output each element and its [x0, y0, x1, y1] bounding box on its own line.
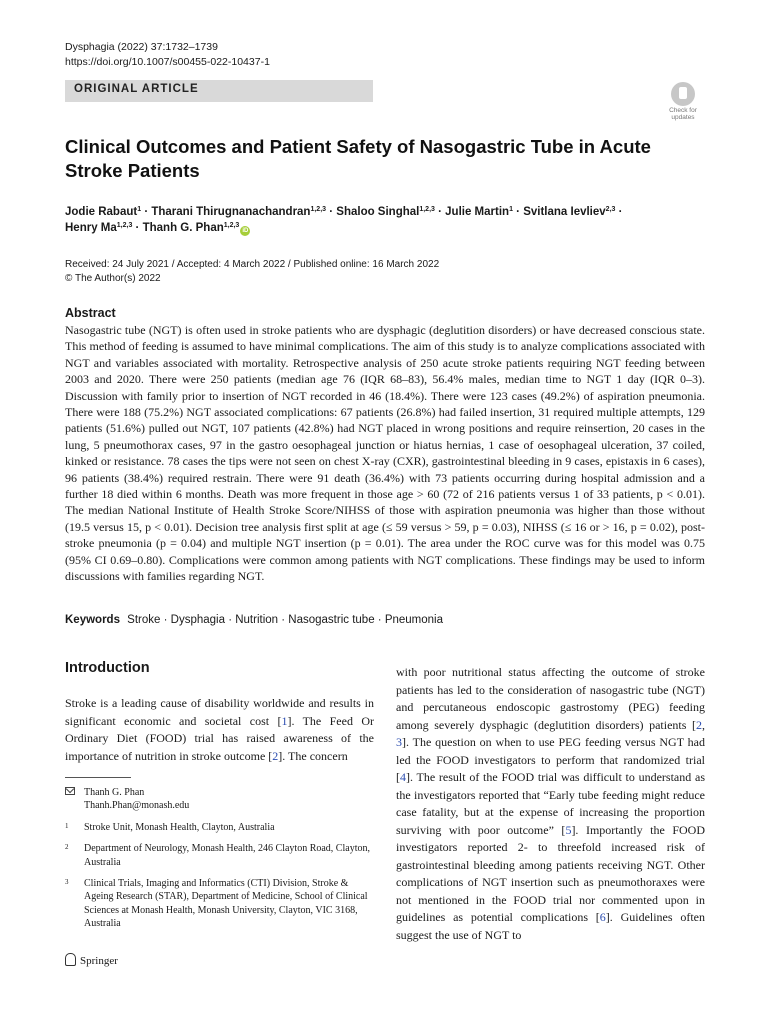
citation-link[interactable]: 2	[272, 748, 279, 763]
publisher-name: Springer	[80, 955, 118, 967]
author-affiliation-marker: 1	[137, 206, 142, 213]
citation-link[interactable]: 2	[696, 717, 702, 732]
affiliation-list	[65, 821, 374, 931]
publication-history: Received: 24 July 2021 / Accepted: 4 March 2022 / Published online: 16 March 2022	[65, 259, 440, 270]
author-affiliation-marker: 2,3	[605, 206, 616, 213]
journal-citation: Dysphagia (2022) 37:1732–1739	[65, 41, 218, 53]
keywords	[65, 614, 443, 626]
author-name: Julie Martin	[445, 206, 510, 218]
keyword-item: Nasogastric tube	[288, 614, 375, 626]
doi-link[interactable]: https://doi.org/10.1007/s00455-022-10437-1	[65, 56, 270, 68]
affiliation-item	[65, 821, 374, 834]
introduction-right-column: with poor nutritional status affecting the outcome of stroke patients has led to the consideration of nasogastric tube (NGT) and percutaneous endoscopic gastrostomy (PEG) feeding among severely dysphagic (deglutition disorders) patients [2, 3]. The question on when to use PEG feeding versus NGT had led the FOOD investigators to perform that randomized trial [4]. The result of the FOOD trial was difficult to understand as the investigators reported that “Early tube feeding might reduce case fatality, but at the expense of increasing the proportion surviving with poor outcome” [5]. Importantly the FOOD investigators reported 2- to threefold increased risk of gastrointestinal bleeding among patients receiving NGT. Other complications of NGT insertion such as pneumothoraxes were not mentioned in the FOOD trial nor commented upon in guidelines as potential complications [6]. Guidelines often suggest the use of NGT to	[396, 665, 706, 942]
author-affiliation-marker: 1,2,3	[419, 206, 435, 213]
author-name: Jodie Rabaut	[65, 206, 138, 218]
affiliation-number: 2	[65, 843, 69, 852]
publisher-footer	[65, 953, 118, 968]
affiliation-text: Stroke Unit, Monash Health, Clayton, Australia	[84, 821, 275, 833]
affiliation-number: 3	[65, 878, 69, 887]
article-title: Clinical Outcomes and Patient Safety of Nasogastric Tube in Acute Stroke Patients	[65, 136, 651, 181]
keywords-list: Stroke · Dysphagia · Nutrition · Nasogastric tube · Pneumonia	[127, 614, 444, 626]
footnote-divider	[65, 777, 131, 778]
citation-link[interactable]: 6	[599, 910, 606, 924]
affiliation-number: 1	[65, 821, 69, 830]
keyword-item: Pneumonia	[384, 614, 444, 626]
keywords-label: Keywords	[65, 614, 120, 626]
author-name: Henry Ma	[65, 222, 117, 234]
author-affiliation-marker: 1	[509, 206, 513, 213]
journal-reference	[65, 40, 270, 70]
envelope-icon	[65, 787, 75, 795]
orcid-icon[interactable]: iD	[242, 228, 249, 234]
author-affiliation-marker: 1,2,3	[223, 222, 240, 229]
author-affiliation-marker: 1,2,3	[116, 222, 133, 229]
abstract-heading: Abstract	[65, 306, 116, 320]
author-list: Jodie Rabaut$^1$ · Tharani Thirugnanachandran$^{1,2,3}$ · Shaloo Singhal$^{1,2,3}$ · Julie Martin$^1$ · Svitlana Ievliev$^{2,3}$ · Henry Ma$^{1,2,3}$ · Thanh G. Phan$^{1,2,3}$iD	[65, 206, 623, 234]
springer-logo-icon	[65, 953, 76, 966]
author-name: Svitlana Ievliev	[523, 206, 606, 218]
author-affiliation-marker: 1,2,3	[310, 206, 327, 213]
citation-link[interactable]: 3	[396, 735, 402, 749]
corresponding-author-email[interactable]: Thanh.Phan@monash.edu	[84, 800, 190, 812]
affiliation-item	[65, 877, 374, 931]
author-name: Shaloo Singhal	[336, 206, 420, 218]
copyright-notice: © The Author(s) 2022	[65, 273, 161, 284]
affiliation-item	[65, 842, 374, 869]
keyword-item: Stroke	[127, 614, 161, 626]
keyword-item: Dysphagia	[170, 614, 225, 626]
article-dates	[65, 258, 439, 286]
crossmark-icon	[671, 82, 695, 106]
article-type-banner	[65, 80, 373, 102]
author-name: Tharani Thirugnanachandran	[151, 206, 311, 218]
check-for-updates-badge[interactable]	[663, 82, 703, 124]
citation-link[interactable]: 5	[565, 822, 572, 837]
keyword-item: Nutrition	[235, 614, 279, 626]
corresponding-author-name: Thanh G. Phan	[84, 787, 145, 798]
crossmark-line-2: updates	[671, 114, 695, 121]
author-name: Thanh G. Phan	[142, 222, 224, 234]
introduction-heading: Introduction	[65, 660, 150, 676]
abstract-text: Nasogastric tube (NGT) is often used in stroke patients who are dysphagic (deglutition disorders) or have decreased conscious state. This method of feeding is assumed to have minimal complications. The aim of this study is to analyze complications associated with NGT and variables associated with mortality. Retrospective analysis of 250 acute stroke patients requiring NGT feeding between 2003 and 2020. There were 250 patients (median age 76 (IQR 68–83), 56.4% males, median time to NGT 1 day (IQR 0–3). Discussion with family prior to insertion of NGT recorded in 46 (18.4%). There were 123 cases (49.2%) of aspiration pneumonia. There were 188 (75.2%) NGT associated complications: 67 patients (26.8%) had failed insertion, 31 required multiple attempts, 129 patients (51.6%) pulled out NGT, 107 patients (42.8%) had NGT placed in wrong positions and require reinsertion, 20 cases in the lung, 5 pneumothorax cases, 97 in the gastro oesophageal junction or hiatus hernias, 1 case of oesophageal ulceration, 37 coiled, kinked or resistance. 78 cases the tips were not seen on chest X-ray (CXR), gastrointestinal bleeding in 9 cases, epistaxis in 6 cases), 96 patients (38.4%) required restrain. There were 91 death (36.4%) with 73 patients occurring during hospital admission and a further 18 died within 6 months. Death was more frequent in those age > 60 (72 of 216 patients versus 1 of 33 patients, p < 0.01). The median National Institute of Health Stroke Score/NIHSS of those with aspiration pneumonia was higher than those without (19.5 versus 15, p < 0.01). Decision tree analysis first split at age (≤ 59 versus > 59, p = 0.03), NIHSS (≤ 16 or > 16, p = 0.02), post-stroke pneumonia (p = 0.04) and multiple NGT insertion (p = 0.01). The area under the ROC curve was for this model was 0.75 (95% CI 0.69–0.80). Complications were common among patients with NGT complications. These findings may be used to inform discussions with families regarding NGT.	[65, 323, 705, 584]
correspondence-note	[65, 786, 374, 813]
crossmark-line-1: Check for	[669, 107, 697, 114]
affiliation-text: Clinical Trials, Imaging and Informatics (CTI) Division, Stroke & Ageing Research (STAR), Department of Medicine, School of Clinical Sciences at Monash Health, Monash University, Clayton, VIC 3168, Australia	[84, 878, 368, 930]
affiliation-text: Department of Neurology, Monash Health, 246 Clayton Road, Clayton, Australia	[84, 843, 370, 868]
citation-link[interactable]: 1	[281, 713, 288, 728]
introduction-left-column: Stroke is a leading cause of disability worldwide and results in significant economic and societal cost [1]. The Feed Or Ordinary Diet (FOOD) trial has raised awareness of the importance of nutrition in stroke outcome [2]. The concern	[65, 696, 374, 763]
citation-link[interactable]: 4	[400, 770, 406, 784]
article-type-label: ORIGINAL ARTICLE	[74, 83, 199, 95]
footnotes	[65, 786, 374, 939]
